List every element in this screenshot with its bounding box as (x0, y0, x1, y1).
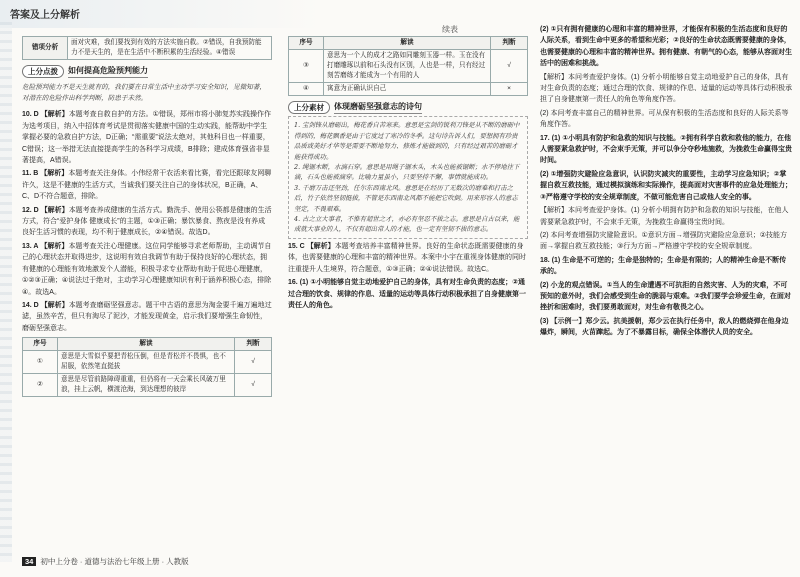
question-number: 17. (540, 134, 550, 142)
question-text: (1) ①小明具有防护和急救的知识与技能。②拥有科学自救和救他的能力，在他人需要紧急救护时，不会束手无策，并可以争分夺秒地施救，为挽救生命赢得宝贵时间。 (540, 134, 792, 165)
table-header: 判断 (235, 338, 272, 351)
section-title: 体现磨砺坚强意志的诗句 (334, 101, 422, 114)
row-mark: × (491, 83, 528, 96)
page-number: 34 (22, 557, 36, 566)
row-mark: √ (491, 50, 528, 83)
left-column (22, 34, 272, 397)
question-text: 本题考查关注身体。小伟经常干农活来看比赛，看完还跟球友网聊许久，这是不健康的生活方式，当诚我们要关注自己的身体状况，B正确，A、C、D不符合题意，排除。 (22, 170, 272, 201)
row-text: 意思是大雪似乎要把青松压倒，但是青松并不畏惧，也不屈服，依然笔直挺拔 (58, 351, 235, 374)
section-tag: 上分素材 (288, 101, 330, 114)
question-17 (540, 133, 792, 167)
question-number: 15. C (288, 242, 305, 250)
table-header: 序号 (289, 37, 324, 50)
table-header: 判断 (491, 37, 528, 50)
question-text: 本题考查自救自护的方法。①错误，郑州市将小肺复苏实践操作作为选考项目，纳入中招体育考试是贯彻落实健康中国的生动实践，能帮助中学生掌握必要的急救自护方法，D正确；“需重要”说法太绝对，其他科目也一样重要，C错误；这一举措无法直接提高学生的各科学习成绩，B排除；建成体育强省非显著提高，A错误。 (22, 111, 271, 165)
section-title: 如何提高危险预判能力 (68, 65, 148, 78)
analysis-label: 【解析】 (306, 242, 335, 250)
question-13 (22, 241, 272, 298)
table-row (23, 374, 272, 397)
row-mark: √ (235, 374, 272, 397)
analysis-label: 【解析】 (40, 242, 69, 250)
question-text: (1) 生命是不可逆的；生命是独特的；生命是有限的；人的精神生命是不断传承的。 (540, 256, 787, 276)
analysis-label: 【解析】 (40, 206, 69, 214)
page-header-title: 答案及上分解析 (10, 10, 80, 21)
question-18 (540, 255, 792, 278)
poem-box (288, 116, 528, 238)
question-15 (288, 241, 528, 275)
analysis-label: 【解析】 (40, 301, 69, 309)
analysis-paragraph: (2) 本问考查增强防灾避险意识。①意识方面→增强防灾避险应急意识；②技能方面→掌握自救互救技能；③行为方面→严格遵守学校的安全规章制度。 (540, 231, 788, 251)
question-number: 14. D (22, 301, 39, 309)
answer-paragraph: (2) ①只有拥有健康的心理和丰富的精神世界，才能保有积极的生活态度和良好的人际关系，看到生命中更多的希望和光彩；②良好的生命状态既需要健康的身体，也需要健康的心理和丰富的精神世界。拥有健康、有朝气的心态，能够从容面对生活中的困难和挑战。 (540, 26, 792, 68)
question-14 (22, 300, 272, 334)
table-header: 解读 (324, 37, 491, 50)
analysis-paragraph: (2) 本问考查丰富自己的精神世界。可从保有积极的生活态度和良好的人际关系等角度作答。 (540, 109, 789, 129)
analysis-label: 【解析】 (40, 170, 69, 178)
row-text: 意思是尽管前路障碍重重，但仍将有一天会乘长风破万里浪，挂上云帆，横渡沧海，到达理想的彼岸 (58, 374, 235, 397)
row-number: ③ (289, 50, 324, 83)
section-text: 危险预判能力不是天生就有的，我们要在日常生活中主动学习安全知识，见微知著，对潜在的危险作出科学判断，防患于未然。 (22, 83, 266, 103)
table-row (289, 50, 528, 83)
question-11 (22, 168, 272, 202)
question-16 (288, 277, 528, 311)
error-analysis-label: 错项分析 (23, 37, 68, 60)
question-text: (1) ①小明能够自觉主动地爱护自己的身体，具有对生命负责的态度；②通过合理的饮食、规律的作息、适量的运动等具体行动积极承担了自身健康第一责任人的角色。 (288, 279, 526, 309)
analysis-label: 【解析】 (40, 111, 69, 119)
page-footer (22, 556, 189, 567)
question-number: 13. A (22, 242, 39, 250)
middle-column (288, 24, 528, 311)
poem-item: 2. 绳锯木断，水滴石穿。意思是用绳子锯木头，木头也能被锯断；水不停地往下滴，石头也能被滴穿。比喻力量虽小，只要坚持不懈，事情就能成功。 (294, 163, 520, 182)
question-10 (22, 109, 272, 166)
table-row (289, 83, 528, 96)
question-text: 本题考查磨砺坚强意志。题干中古语的意思为淘金要千遍万遍地过滤，虽然辛苦，但只有淘尽了泥沙，才能发现黄金，启示我们要增强生命韧性，磨砺坚强意志。 (22, 301, 272, 332)
analysis-paragraph: 【解析】本问考查爱护身体。(1) 分析小明能够自觉主动地爱护自己的身体，具有对生命负责的态度；通过合理的饮食、规律的作息、适量的运动等具体行动积极承担了自身健康第一责任人的角色等角度作答。 (540, 73, 792, 104)
poem-item: 3. 千磨万击还坚劲，任尔东西南北风。意思是在经历了无数次的磨难和打击之后，竹子依然坚韧挺拔，不管是东西南北风都不能把它吹倒。用来形容人的意志坚定，不畏艰难。 (294, 183, 518, 213)
interpretation-table-left (22, 337, 272, 397)
question-number: 11. B (22, 170, 39, 178)
table-header: 解读 (58, 338, 235, 351)
error-analysis-box (22, 36, 272, 60)
poem-item: 1. 宝剑锋从磨砺出，梅花香自苦寒来。意思是宝剑的锐利刀锋是从不断的磨砺中得到的，梅花飘香是由于它度过了寒冷的冬季。这句诗告诉人们，要想拥有珍贵品质或美好才华等是需要不断地努力、修炼才能做到的，只有经过艰苦的磨砺才能获得成功。 (294, 121, 520, 161)
row-mark: √ (235, 351, 272, 374)
poem-item: 4. 古之立大事者，不惟有超世之才，亦必有坚忍不拔之志。意思是自古以来，能成就大事业的人，不仅有超出常人的才能，也一定有坚韧不拔的意志。 (294, 215, 520, 234)
answer-paragraph: (3) 【示例一】郑少云。抗美援朝，郑少云在执行任务中，敌人的燃烧弹在他身边爆炸，瞬间，火苗蹿起。为了不暴露目标，确保全体潜伏人员的安全。 (540, 317, 789, 337)
section-tag: 上分点拨 (22, 65, 64, 78)
answer-paragraph: (2) 小龙的观点错误。①当人的生命遭遇不可抗拒的自然灾害、人为的灾难，不可预知的意外时，我们会感受到生命的脆弱与艰难。②我们要学会珍爱生命，在面对挫折和困难时，我们要勇敢面对，对生命有敬畏之心。 (540, 281, 791, 312)
table-header: 序号 (23, 338, 58, 351)
footer-text: 初中上分卷 · 道德与法治七年级上册 · 人教版 (40, 557, 189, 566)
answer-paragraph: (2) ①增强防灾避险应急意识，认识防灾减灾的重要性，主动学习应急知识；②掌握自救互救技能，通过模拟演练和实际操作，提高面对灾害事件的应急处理能力；③严格遵守学校的安全规章制度，不做可能危害自己或他人安全的事。 (540, 170, 792, 201)
continued-table-label: 续表 (442, 25, 458, 34)
decorative-swirl (0, 22, 12, 562)
row-text: 寓意为正确认识自己 (324, 83, 491, 96)
question-number: 16. (288, 279, 298, 287)
table-row (23, 351, 272, 374)
interpretation-table-middle (288, 36, 528, 96)
analysis-paragraph: 【解析】本问考查爱护身体。(1) 分析小明拥有防护和急救的知识与技能，在他人需要紧急救护时，不会束手无策，为挽救生命赢得宝贵时间。 (540, 207, 789, 226)
question-number: 18. (540, 256, 550, 264)
section-heading (22, 65, 272, 78)
question-number: 10. D (22, 111, 39, 119)
section-heading (288, 101, 528, 114)
error-analysis-text: 面对灾难，我们要找到有效的方法实施自救。②错误，自我预防能力不是天生的，是在生活中不断积累的生活经验。④错误 (68, 37, 272, 60)
row-number: ② (23, 374, 58, 397)
right-column (540, 24, 792, 339)
row-number: ④ (289, 83, 324, 96)
question-text: 本题考查养成健康的生活方式。勤洗手、使用公筷都是健康的生活方式，符合“爱护身体 健康成长”的主题，①③正确；暴饮暴食、熬夜是没有养成良好生活习惯的表现，均不利于健康成长，②④错误。故选D。 (22, 206, 272, 237)
question-12 (22, 205, 272, 239)
row-number: ① (23, 351, 58, 374)
question-text: 本题考查培养丰富精神世界。良好的生命状态既需要健康的身体，也需要健康的心理和丰富的精神世界。本案中小宇在重视身体健康的同时注重提升人生境界，符合题意，①③正确；②④说法错误。故选C。 (288, 242, 526, 273)
row-text: 意思为一个人的成才之路如同雕刻玉器一样。玉在没有打磨雕琢以前和石头没有区别，人也是一样，只有经过刻苦磨练才能成为一个有用的人 (324, 50, 491, 83)
question-text: 本题考查关注心理健康。这位同学能够寻求老师帮助，主动调节自己的心理状态并取得进步，这说明有效自我调节有助于保持良好的心理状态，拥有健康的心理能有效地激发个人潜能，积极寻求专业帮助有助于促进心理健康，①②③正确；④说法过于绝对，主动学习心理健康知识有利于涵养积极心态，排除④。故选A。 (22, 242, 272, 296)
question-number: 12. D (22, 206, 39, 214)
